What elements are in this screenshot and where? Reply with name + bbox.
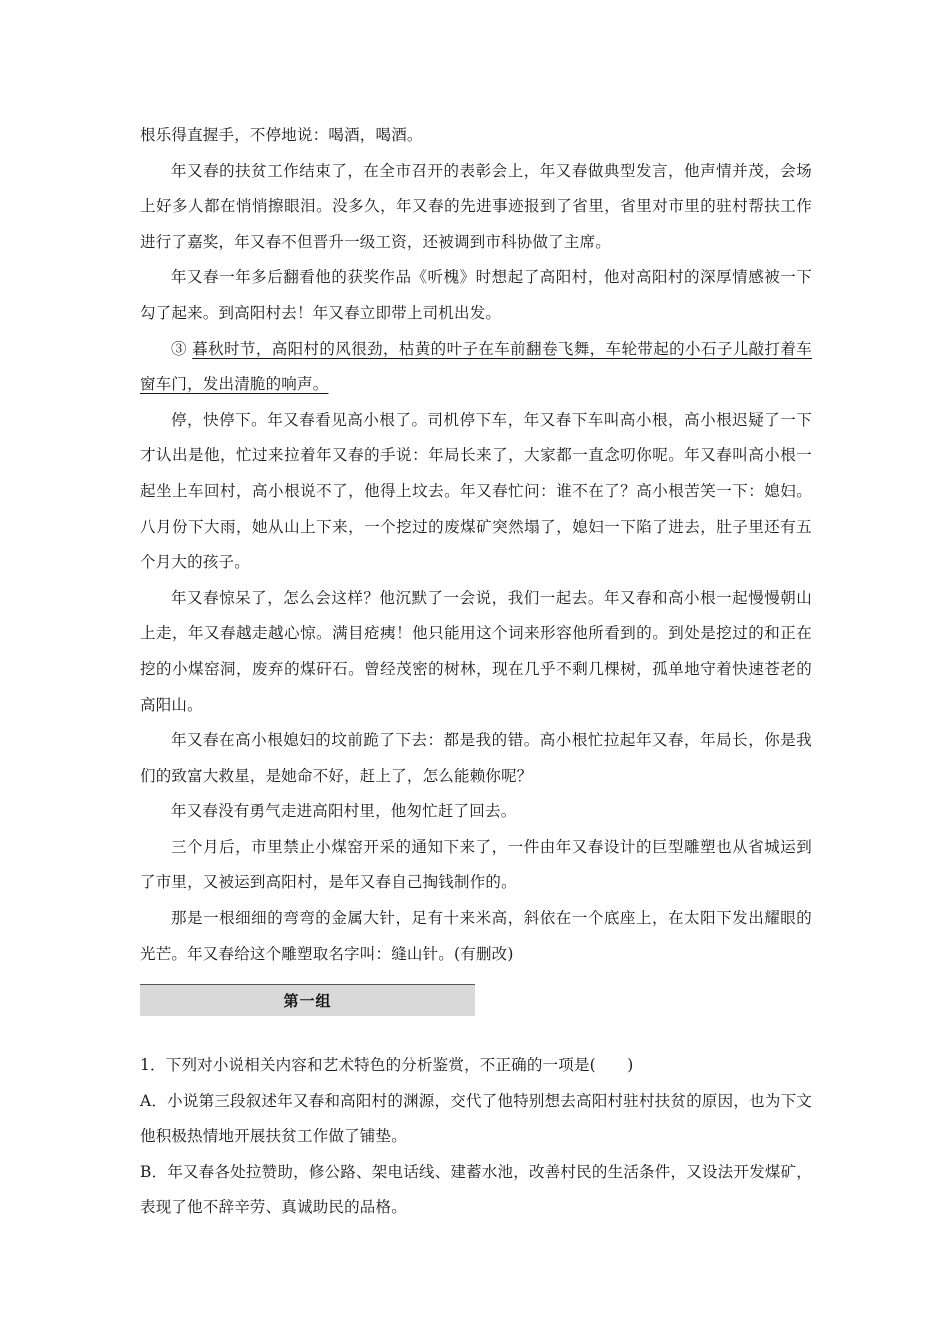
question-1-stem: 1．下列对小说相关内容和艺术特色的分析鉴赏，不正确的一项是( ) <box>140 1056 634 1074</box>
underlined-sentence: 暮秋时节，高阳村的风很劲，枯黄的叶子在车前翻卷飞舞，车轮带起的小石子儿敲打着车窗车门，发出清脆的响声。 <box>140 339 813 394</box>
passage-paragraph-2: 年又春的扶贫工作结束了，在全市召开的表彰会上，年又春做典型发言，他声情并茂，会场上好多人都在悄悄擦眼泪。没多久，年又春的先进事迹报到了省里，省里对市里的驻村帮扶工作进行了嘉奖，年又春不但晋升一级工资，还被调到市科协做了主席。 <box>140 161 812 251</box>
paragraph-marker: ③ <box>171 339 193 358</box>
section-title: 第一组 <box>283 992 332 1010</box>
question-1-option-a: A．小说第三段叙述年又春和高阳村的渊源，交代了他特别想去高阳村驻村扶贫的原因，也为下文他积极热情地开展扶贫工作做了铺垫。 <box>140 1091 812 1146</box>
passage-paragraph-4-underlined <box>140 332 812 403</box>
passage <box>140 118 812 972</box>
passage-paragraph-3: 年又春一年多后翻看他的获奖作品《听槐》时想起了高阳村，他对高阳村的深厚情感被一下勾了起来。到高阳村去！年又春立即带上司机出发。 <box>140 268 812 322</box>
passage-paragraph-6: 年又春惊呆了，怎么会这样？他沉默了一会说，我们一起去。年又春和高小根一起慢慢朝山上走，年又春越走越心惊。满目疮痍！他只能用这个词来形容他所看到的。到处是挖过的和正在挖的小煤窑洞，废弃的煤矸石。曾经茂密的树林，现在几乎不剩几棵树，孤单地守着快速苍老的高阳山。 <box>140 588 812 714</box>
passage-paragraph-10: 那是一根细细的弯弯的金属大针，足有十来米高，斜依在一个底座上，在太阳下发出耀眼的光芒。年又春给这个雕塑取名字叫：缝山针。(有删改) <box>140 909 812 963</box>
passage-paragraph-1: 根乐得直握手，不停地说：喝酒，喝酒。 <box>140 126 423 144</box>
passage-paragraph-7: 年又春在高小根媳妇的坟前跪了下去：都是我的错。高小根忙拉起年又春，年局长，你是我们的致富大救星，是她命不好，赶上了，怎么能赖你呢？ <box>140 731 812 785</box>
passage-paragraph-8: 年又春没有勇气走进高阳村里，他匆忙赶了回去。 <box>171 802 517 821</box>
passage-paragraph-9: 三个月后，市里禁止小煤窑开采的通知下来了，一件由年又春设计的巨型雕塑也从省城运到了市里，又被运到高阳村，是年又春自己掏钱制作的。 <box>140 837 812 892</box>
passage-paragraph-5: 停，快停下。年又春看见高小根了。司机停下车，年又春下车叫高小根，高小根迟疑了一下才认出是他，忙过来拉着年又春的手说：年局长来了，大家都一直念叨你呢。年又春叫高小根一起坐上车回村，高小根说不了，他得上坟去。年又春忙问：谁不在了？高小根苦笑一下：媳妇。八月份下大雨，她从山上下来，一个挖过的废煤矿突然塌了，媳妇一下陷了进去，肚子里还有五个月大的孩子。 <box>140 410 812 572</box>
question-list <box>140 1048 812 1226</box>
section-header <box>140 984 475 1016</box>
question-1-option-b: B．年又春各处拉赞助，修公路、架电话线、建蓄水池，改善村民的生活条件，又设法开发煤矿，表现了他不辞辛劳、真诚助民的品格。 <box>140 1162 812 1217</box>
